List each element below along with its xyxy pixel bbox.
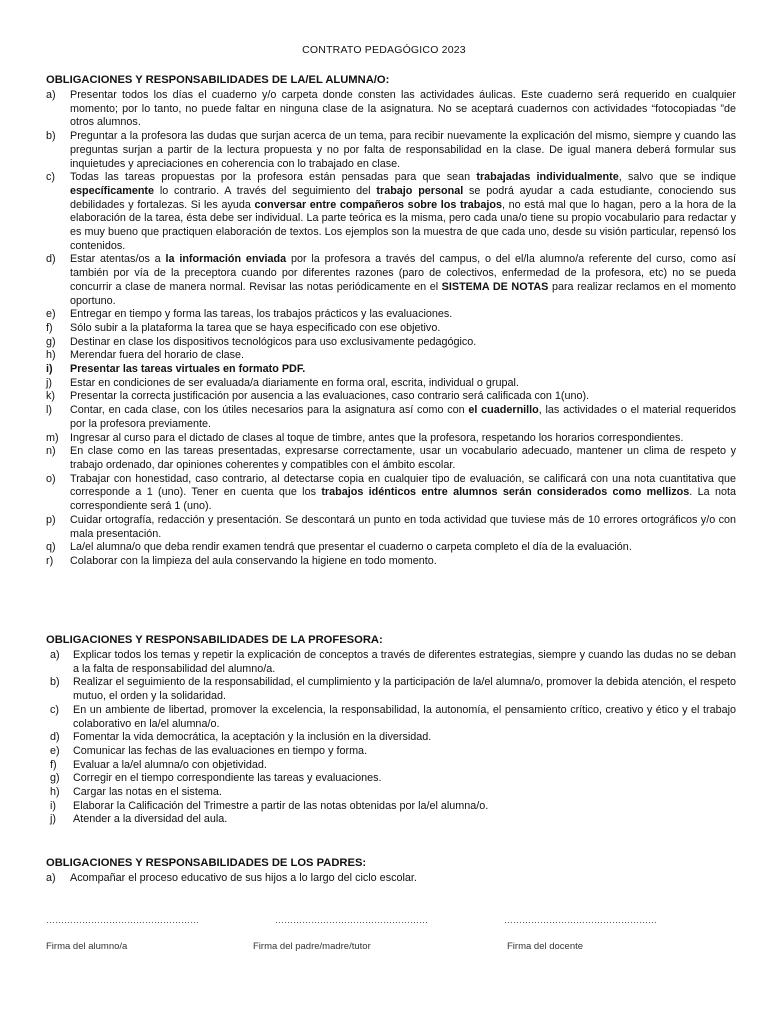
list-item [46,745,736,759]
signature-parent-label: Firma del padre/madre/tutor [253,941,371,952]
item-marker: g) [50,772,60,785]
item-text: . La nota correspondiente será 1 (uno). [70,486,736,513]
item-text: Evaluar a la/el alumna/o con objetividad. [73,758,267,771]
item-text: Ingresar al curso para el dictado de clases al toque de timbre, antes que la profesora, respetando los horarios correspondientes. [70,431,684,444]
item-text: Sólo subir a la plataforma la tarea que se haya especificado con ese objetivo. [70,321,441,334]
student-obligations-list [46,89,736,569]
signature-parent [253,915,428,952]
item-marker: b) [46,130,56,143]
item-marker: e) [46,308,56,321]
signature-student [46,915,199,952]
signature-line: …………………………………………… [504,915,657,925]
item-marker: a) [50,649,60,661]
item-marker: d) [46,253,56,266]
list-item [46,704,736,731]
item-text: Estar atentas/os a [70,253,166,266]
item-marker: h) [46,349,56,362]
list-item [46,759,736,773]
item-marker: j) [46,376,52,389]
item-text: Explicar todos los temas y repetir la explicación de conceptos a través de diferentes estrategias, siempre y cuando las dudas no se deban a la falta de responsabilidad del alumno/a. [73,649,736,675]
item-marker: c) [46,171,55,184]
item-text: Acompañar el proceso educativo de sus hijos a lo largo del ciclo escolar. [70,872,417,884]
parents-obligations-heading: OBLIGACIONES Y RESPONSABILIDADES DE LOS PADRES: [46,857,367,869]
list-item [46,130,736,171]
item-text: Fomentar la vida democrática, la aceptación y la inclusión en la diversidad. [73,731,432,744]
item-text: La/el alumna/o que deba rendir examen tendrá que presentar el cuaderno o carpeta completo el día de la evaluación. [70,541,632,554]
item-marker: o) [46,472,56,485]
list-item [46,390,736,404]
item-text: el cuadernillo [468,404,539,417]
item-marker: h) [50,786,60,799]
item-marker: b) [50,676,60,689]
item-marker: r) [46,554,54,567]
item-marker: i) [46,363,53,376]
item-text: trabajo personal [376,184,464,197]
list-item [46,772,736,786]
item-text: lo contrario. A través del seguimiento del [154,184,377,197]
list-item [46,363,736,377]
item-marker: m) [46,431,59,444]
list-item [46,541,736,555]
item-text: En un ambiente de libertad, promover la excelencia, la responsabilidad, la autonomía, el pensamiento crítico, creativo y ético y el trabajo colaborativo en la/el alumna/o. [73,703,736,730]
item-marker: j) [50,813,56,826]
item-text: Presentar todos los días el cuaderno y/o carpeta donde consten las actividades áulicas. Este cuaderno será requerido en cualquier momento; por lo tanto, no puede faltar en ninguna clase de la asignatura. No se aceptará cuadernos con actividades “fotocopiadas ”de otros alumnos. [70,89,736,129]
signature-student-label: Firma del alumno/a [46,941,128,952]
list-item [46,349,736,363]
item-text: , salvo que se indique [618,171,736,184]
item-marker: a) [46,872,56,884]
item-text: Destinar en clase los dispositivos tecnológicos para uso exclusivamente pedagógico. [70,335,477,348]
item-text: SISTEMA DE NOTAS [441,280,549,293]
item-text: la información enviada [165,253,287,266]
item-text: Trabajar con honestidad, caso contrario, al detectarse copia en cualquier tipo de evaluación, se calificará con una nota cuantitativa que corresponde a 1 (uno). Tener en cuenta que los [70,472,736,499]
item-marker: p) [46,513,56,526]
teacher-obligations-section [46,633,736,827]
list-item [46,89,736,130]
item-text: específicamente [70,184,155,197]
parents-obligations-list [46,872,736,886]
item-text: Preguntar a la profesora las dudas que surjan acerca de un tema, para recibir nuevamente la explicación del mismo, siempre y cuando las preguntas surjan a partir de la lectura propuesta y no por falta de responsabilidad en la clase. De igual manera deberá formular sus inquietudes y apreciaciones en coherencia con lo trabajado en clase. [70,130,736,170]
signature-teacher-label: Firma del docente [507,941,584,952]
item-text: Entregar en tiempo y forma las tareas, los trabajos prácticos y las evaluaciones. [70,308,453,321]
item-text: Atender a la diversidad del aula. [73,813,228,826]
item-text: Presentar la correcta justificación por ausencia a las evaluaciones, caso contrario será calificada con 1(uno). [70,390,590,403]
list-item [46,514,736,541]
list-item [46,322,736,336]
student-obligations-heading: OBLIGACIONES Y RESPONSABILIDADES DE LA/EL ALUMNA/O: [46,74,390,86]
item-marker: g) [46,335,56,348]
item-text: Presentar las tareas virtuales en formato PDF. [70,363,306,376]
item-text: Colaborar con la limpieza del aula conservando la higiene en todo momento. [70,554,437,567]
list-item [46,432,736,446]
signature-line: …………………………………………… [46,915,199,925]
item-text: se podrá ayudar a cada estudiante, conociendo sus debilidades y fortalezas. Si les ayuda [70,184,736,211]
item-text: Cargar las notas en el sistema. [73,786,222,799]
item-text: , las actividades o el material requeridos por la profesora previamente. [70,404,736,430]
item-text: para realizar reclamos en el momento oportuno. [70,280,737,307]
list-item [46,800,736,814]
signature-teacher [504,915,657,952]
item-marker: f) [50,758,57,771]
item-marker: c) [50,703,59,716]
list-item [46,872,736,886]
item-marker: q) [46,541,56,554]
list-item [46,676,736,703]
item-text: conversar entre compañeros sobre los trabajos [254,198,502,211]
list-item [46,253,736,308]
list-item [46,445,736,472]
list-item [46,377,736,391]
parents-obligations-section [46,856,736,886]
item-text: Comunicar las fechas de las evaluaciones en tiempo y forma. [73,744,368,757]
item-text: trabajos idénticos entre alumnos serán considerados como mellizos [321,486,690,499]
item-marker: n) [46,445,56,458]
item-text: Merendar fuera del horario de clase. [70,349,245,362]
teacher-obligations-heading: OBLIGACIONES Y RESPONSABILIDADES DE LA PROFESORA: [46,634,383,646]
item-marker: f) [46,321,53,334]
list-item [46,731,736,745]
item-text: Corregir en el tiempo correspondiente las tareas y evaluaciones. [73,772,382,785]
document-title: CONTRATO PEDAGÓGICO 2023 [302,44,466,56]
item-text: , no está mal que lo hagan, pero a la hora de la elaboración de la tarea, ésta debe ser individual. La parte teórica es la misma, pero cada una/o tiene su propio vocabulario para redactar y es muy bueno que practiquen elaboración de textos. Los ejemplos son la muestra de que cada uno, desde su visión particular, repensó los contenidos. [70,198,737,252]
list-item [46,404,736,431]
list-item [46,786,736,800]
list-item [46,171,736,253]
item-marker: k) [46,390,55,403]
item-text: Cuidar ortografía, redacción y presentación. Se descontará un punto en toda actividad que tuviese más de 10 errores ortográficos y/o con mala presentación. [70,513,736,540]
item-text: En clase como en las tareas presentadas, expresarse correctamente, usar un vocabulario adecuado, mantener un clima de respeto y trabajo ordenado, dar opiniones coherentes y compatibles con el ámbito escolar. [70,445,736,471]
list-item [46,308,736,322]
item-marker: a) [46,89,56,101]
student-obligations-section [46,73,736,569]
item-text: Realizar el seguimiento de la responsabilidad, el cumplimiento y la participación de la/el alumna/o, promover la debida atención, el respeto mutuo, el orden y la solidaridad. [73,676,736,703]
item-text: Estar en condiciones de ser evaluada/a diariamente en forma oral, escrita, individual o grupal. [70,376,519,389]
list-item [46,555,736,569]
list-item [46,649,736,676]
item-marker: d) [50,731,60,744]
teacher-obligations-list [46,649,736,827]
item-text: por la profesora a través del campus, o del el/la alumno/a referente del curso, como así también por vía de la preceptora cuando por diferentes razones (paro de colectivos, enfermedad de la profesora, etc) no se pueda concurrir a clase de manera normal. Revisar las notas periódicamente en el [70,253,737,293]
item-text: trabajadas individualmente [476,171,619,184]
item-marker: i) [50,799,56,812]
item-marker: e) [50,744,60,757]
list-item [46,336,736,350]
list-item [46,813,736,827]
item-text: Todas las tareas propuestas por la profesora están pensadas para que sean [70,171,477,184]
signature-line: …………………………………………… [275,915,428,925]
item-text: Elaborar la Calificación del Trimestre a partir de las notas obtenidas por la/el alumna/o. [73,799,489,812]
item-marker: l) [46,404,52,417]
list-item [46,473,736,514]
item-text: Contar, en cada clase, con los útiles necesarios para la asignatura así como con [70,404,469,417]
